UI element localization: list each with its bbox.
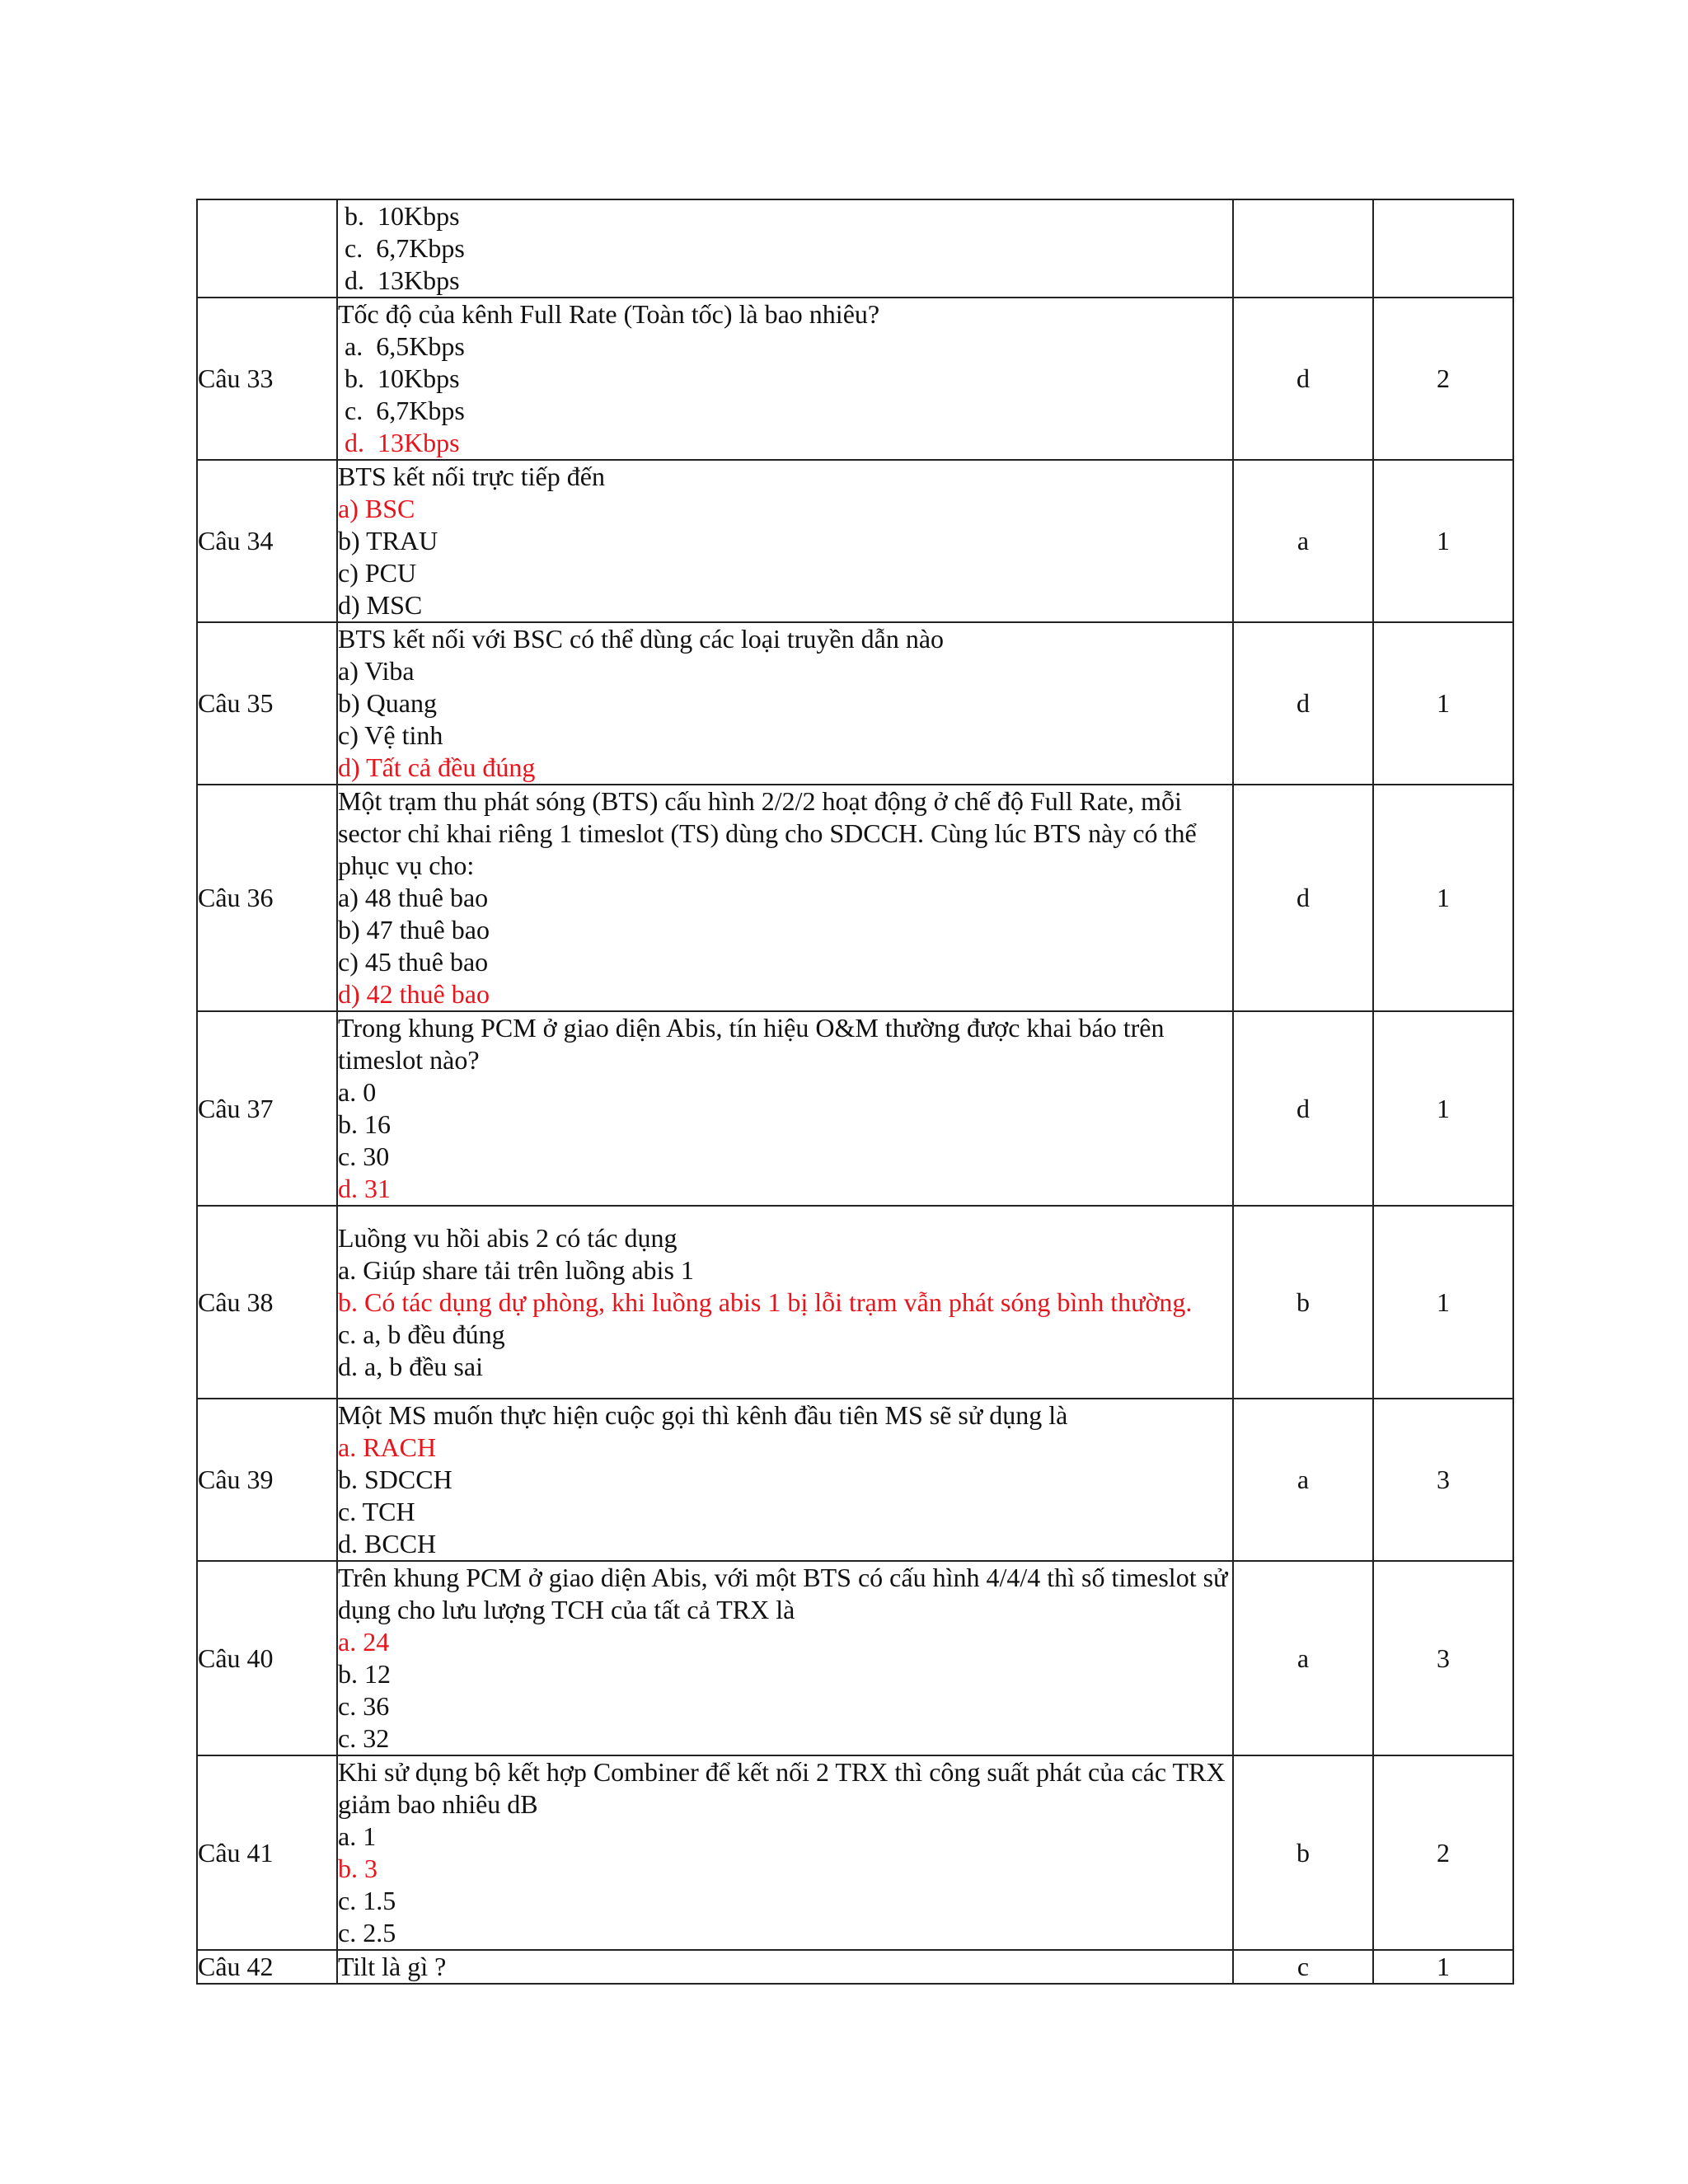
option: c. 6,7Kbps	[345, 396, 465, 425]
answer-cell: d	[1233, 298, 1373, 460]
question-text: Một trạm thu phát sóng (BTS) cấu hình 2/2/2 hoạt động ở chế độ Full Rate, mỗi sector chỉ khai riêng 1 timeslot (TS) dùng cho SDCCH. Cùng lúc BTS này có thể phục vụ cho:	[338, 786, 1197, 880]
option: c. 32	[338, 1723, 390, 1753]
question-number: Câu 39	[197, 1399, 337, 1561]
option: c. TCH	[338, 1497, 415, 1526]
table-row	[197, 1399, 1513, 1561]
question-text: Tilt là gì ?	[338, 1952, 447, 1981]
option: a. 6,5Kbps	[345, 331, 465, 361]
level-cell: 1	[1373, 1950, 1513, 1984]
question-number	[197, 199, 337, 298]
level-cell: 3	[1373, 1399, 1513, 1561]
correct-option: d) 42 thuê bao	[338, 979, 490, 1009]
question-body	[337, 298, 1233, 460]
correct-option: b. Có tác dụng dự phòng, khi luồng abis 1 bị lỗi trạm vẫn phát sóng bình thường.	[338, 1286, 1193, 1317]
level-cell: 1	[1373, 1206, 1513, 1399]
level-cell: 1	[1373, 460, 1513, 622]
table-row	[197, 785, 1513, 1011]
question-text: BTS kết nối trực tiếp đến	[338, 462, 605, 491]
question-table	[196, 199, 1514, 1985]
question-text: Luồng vu hồi abis 2 có tác dụng	[338, 1222, 678, 1253]
correct-option: a. RACH	[338, 1432, 437, 1462]
option: b) 47 thuê bao	[338, 915, 490, 944]
question-number: Câu 36	[197, 785, 337, 1011]
option: a. 1	[338, 1821, 377, 1851]
question-text: Khi sử dụng bộ kết hợp Combiner để kết nối 2 TRX thì công suất phát của các TRX giảm bao nhiêu dB	[338, 1757, 1226, 1819]
question-text: Tốc độ của kênh Full Rate (Toàn tốc) là bao nhiêu?	[338, 299, 880, 329]
option: c. a, b đều đúng	[338, 1319, 505, 1349]
question-body	[337, 1561, 1233, 1755]
question-body	[337, 1011, 1233, 1206]
question-body	[337, 460, 1233, 622]
question-number: Câu 35	[197, 622, 337, 785]
table-row	[197, 1755, 1513, 1950]
option: c) PCU	[338, 558, 417, 588]
correct-option: a. 24	[338, 1627, 390, 1657]
question-text: Trên khung PCM ở giao diện Abis, với một BTS có cấu hình 4/4/4 thì số timeslot sử dụng cho lưu lượng TCH của tất cả TRX là	[338, 1563, 1228, 1624]
question-number: Câu 41	[197, 1755, 337, 1950]
option: c) 45 thuê bao	[338, 947, 489, 977]
question-body	[337, 1206, 1233, 1399]
option: a. 0	[338, 1077, 377, 1107]
question-number: Câu 33	[197, 298, 337, 460]
table-row	[197, 1011, 1513, 1206]
option: a. Giúp share tải trên luồng abis 1	[338, 1254, 694, 1285]
option: c. 30	[338, 1141, 390, 1171]
table-row	[197, 298, 1513, 460]
answer-cell: d	[1233, 622, 1373, 785]
level-cell: 3	[1373, 1561, 1513, 1755]
question-body	[337, 1399, 1233, 1561]
question-body	[337, 785, 1233, 1011]
answer-cell: a	[1233, 1399, 1373, 1561]
option: b) TRAU	[338, 526, 438, 555]
answer-cell: b	[1233, 1755, 1373, 1950]
option: b. SDCCH	[338, 1465, 452, 1494]
question-body	[337, 622, 1233, 785]
question-number: Câu 37	[197, 1011, 337, 1206]
answer-cell: c	[1233, 1950, 1373, 1984]
option: b. 16	[338, 1109, 391, 1139]
level-cell: 1	[1373, 785, 1513, 1011]
question-text: Một MS muốn thực hiện cuộc gọi thì kênh đầu tiên MS sẽ sử dụng là	[338, 1400, 1068, 1430]
answer-cell: a	[1233, 1561, 1373, 1755]
table-row	[197, 1950, 1513, 1984]
table-row	[197, 199, 1513, 298]
level-cell: 2	[1373, 1755, 1513, 1950]
table-row	[197, 1206, 1513, 1399]
question-text: BTS kết nối với BSC có thể dùng các loại truyền dẫn nào	[338, 624, 945, 654]
option: a) Viba	[338, 656, 415, 686]
option: b. 10Kbps	[345, 201, 460, 231]
table-row	[197, 1561, 1513, 1755]
level-cell: 1	[1373, 1011, 1513, 1206]
option: d. 13Kbps	[345, 265, 460, 295]
level-cell	[1373, 199, 1513, 298]
correct-option: d. 13Kbps	[345, 428, 460, 457]
option: b) Quang	[338, 688, 437, 718]
answer-cell: d	[1233, 785, 1373, 1011]
question-text: Trong khung PCM ở giao diện Abis, tín hiệu O&M thường được khai báo trên timeslot nào?	[338, 1013, 1165, 1075]
level-cell: 1	[1373, 622, 1513, 785]
question-body	[337, 1950, 1233, 1984]
question-number: Câu 40	[197, 1561, 337, 1755]
option: b. 10Kbps	[345, 363, 460, 393]
option: d. a, b đều sai	[338, 1351, 483, 1381]
level-cell: 2	[1373, 298, 1513, 460]
option: d. BCCH	[338, 1529, 437, 1558]
option: c. 6,7Kbps	[345, 233, 465, 263]
table-row	[197, 460, 1513, 622]
option: c. 1.5	[338, 1886, 396, 1915]
question-body	[337, 199, 1233, 298]
correct-option: d. 31	[338, 1174, 391, 1203]
answer-cell: b	[1233, 1206, 1373, 1399]
correct-option: b. 3	[338, 1854, 377, 1883]
question-body	[337, 1755, 1233, 1950]
option: d) MSC	[338, 590, 423, 620]
answer-cell	[1233, 199, 1373, 298]
question-number: Câu 34	[197, 460, 337, 622]
question-number: Câu 42	[197, 1950, 337, 1984]
option: c) Vệ tinh	[338, 720, 443, 750]
table-row	[197, 622, 1513, 785]
correct-option: d) Tất cả đều đúng	[338, 752, 536, 782]
option: b. 12	[338, 1659, 391, 1689]
option: c. 2.5	[338, 1918, 396, 1947]
answer-cell: d	[1233, 1011, 1373, 1206]
option: c. 36	[338, 1691, 390, 1721]
option: a) 48 thuê bao	[338, 883, 489, 912]
question-number: Câu 38	[197, 1206, 337, 1399]
answer-cell: a	[1233, 460, 1373, 622]
correct-option: a) BSC	[338, 494, 415, 523]
